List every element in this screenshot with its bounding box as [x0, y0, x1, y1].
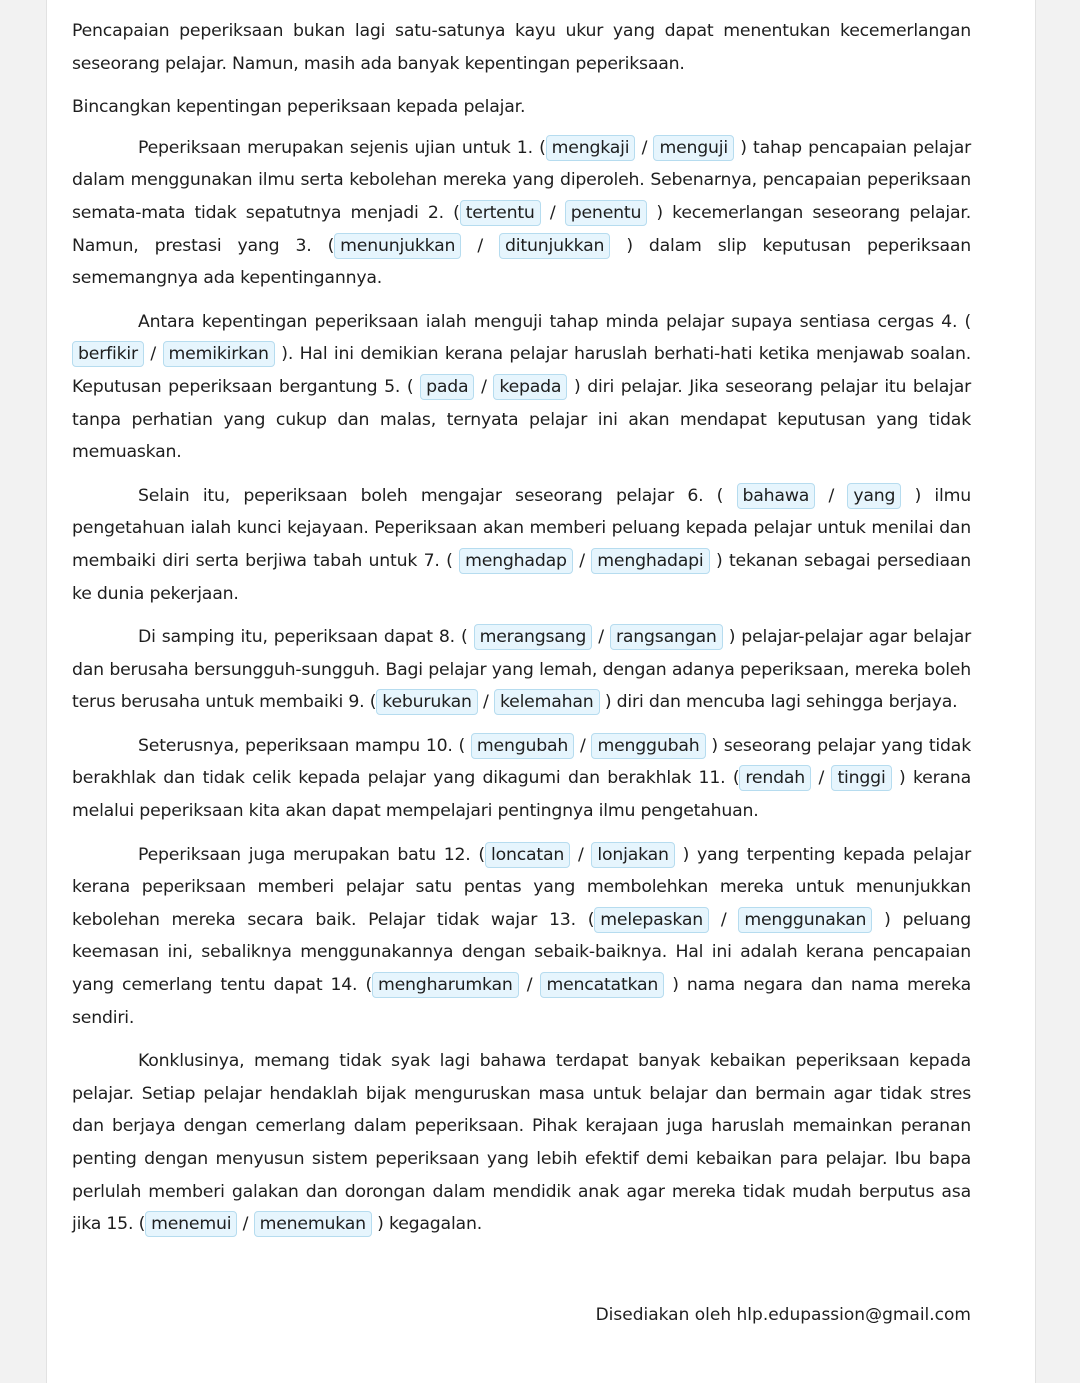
text: ) diri dan mencuba lagi sehingga berjaya.: [604, 692, 958, 713]
separator: /: [481, 376, 487, 397]
option-11b[interactable]: tinggi: [831, 765, 891, 791]
separator: /: [477, 235, 483, 256]
option-6a[interactable]: bahawa: [737, 483, 816, 509]
option-15a[interactable]: menemui: [145, 1211, 237, 1237]
separator: /: [580, 735, 586, 756]
option-14b[interactable]: mencatatkan: [540, 972, 664, 998]
option-7b[interactable]: menghadapi: [591, 548, 709, 574]
option-1a[interactable]: mengkaji: [546, 135, 636, 161]
text: ) diri pelajar. Jika seseorang pelajar itu belajar tanpa perhatian yang cukup dan malas, ternyata pelajar ini akan mendapat keputusan yang tidak memuaskan.: [72, 376, 972, 463]
option-7a[interactable]: menghadap: [459, 548, 573, 574]
text: ) kerana melalui peperiksaan kita akan dapat mempelajari pentingnya ilmu pengetahuan.: [72, 768, 972, 822]
separator: /: [720, 909, 727, 930]
option-13a[interactable]: melepaskan: [594, 907, 709, 933]
option-12b[interactable]: lonjakan: [591, 842, 674, 868]
option-14a[interactable]: mengharumkan: [372, 972, 519, 998]
separator: /: [483, 692, 489, 713]
text: ) ilmu pengetahuan ialah kunci kejayaan. Peperiksaan akan memberi peluang kepada pelajar untuk menilai dan membaiki diri serta berjiwa tabah untuk 7. (: [72, 485, 971, 571]
option-10b[interactable]: menggubah: [591, 733, 705, 759]
separator: /: [577, 844, 584, 865]
text: Peperiksaan juga merupakan batu 12. (: [138, 844, 485, 865]
text: Konklusinya, memang tidak syak lagi bahawa terdapat banyak kebaikan peperiksaan kepada pelajar. Setiap pelajar hendaklah bijak menguruskan masa untuk belajar dan bermain agar tidak stres dan berjaya dengan cemerlang dalam peperiksaan. Pihak kerajaan juga haruslah memainkan peranan penting dengan menyusun sistem peperiksaan yang lebih efektif demi kebaikan para pelajar. Ibu bapa perlulah memberi galakan dan dorongan dalam mendidik anak agar mereka tidak mudah berputus asa jika 15. (: [72, 1051, 971, 1235]
option-6b[interactable]: yang: [847, 483, 901, 509]
option-3a[interactable]: menunjukkan: [334, 233, 461, 259]
option-2b[interactable]: penentu: [565, 200, 647, 226]
option-5a[interactable]: pada: [420, 374, 474, 400]
option-2a[interactable]: tertentu: [460, 200, 541, 226]
paragraph-3: [72, 480, 971, 610]
text: ) nama negara dan nama mereka sendiri.: [72, 975, 972, 1028]
option-8a[interactable]: merangsang: [474, 624, 593, 650]
separator: /: [242, 1214, 249, 1235]
paragraph-5: [72, 730, 971, 828]
separator: /: [641, 137, 648, 158]
text: ) kegagalan.: [377, 1214, 482, 1235]
text: Selain itu, peperiksaan boleh mengajar seseorang pelajar 6. (: [138, 485, 724, 506]
option-5b[interactable]: kepada: [493, 374, 567, 400]
text: Di samping itu, peperiksaan dapat 8. (: [138, 627, 468, 648]
text: Seterusnya, peperiksaan mampu 10. (: [138, 735, 466, 756]
separator: /: [526, 975, 533, 996]
essay-question: Bincangkan kepentingan peperiksaan kepada pelajar.: [72, 97, 526, 118]
option-9a[interactable]: keburukan: [376, 689, 477, 715]
essay-body: [72, 15, 971, 1252]
text: Peperiksaan merupakan sejenis ujian untuk 1. (: [138, 137, 546, 158]
text: ) pelajar-pelajar agar belajar dan berusaha bersungguh-sungguh. Bagi pelajar yang lemah, dengan adanya peperiksaan, mereka boleh terus berusaha untuk membaiki 9. (: [72, 627, 972, 713]
paragraph-7: [72, 1045, 971, 1241]
text: ) kecemerlangan seseorang pelajar. Namun, prestasi yang 3. (: [72, 202, 971, 256]
option-1b[interactable]: menguji: [653, 135, 734, 161]
option-3b[interactable]: ditunjukkan: [499, 233, 610, 259]
text: ) tahap pencapaian pelajar dalam menggunakan ilmu serta kebolehan mereka yang diperoleh. Sebenarnya, pencapaian peperiksaan semata-mata tidak sepatutnya menjadi 2. (: [72, 137, 972, 223]
paragraph-2: [72, 306, 971, 469]
option-13b[interactable]: menggunakan: [738, 907, 872, 933]
separator: /: [150, 344, 157, 365]
option-15b[interactable]: menemukan: [254, 1211, 372, 1237]
separator: /: [598, 627, 604, 648]
option-11a[interactable]: rendah: [739, 765, 811, 791]
text: ) seseorang pelajar yang tidak berakhlak dan tidak celik kepada pelajar yang dikagumi dan berakhlak 11. (: [72, 735, 971, 789]
paragraph-6: [72, 839, 971, 1035]
option-4a[interactable]: berfikir: [72, 341, 144, 367]
paragraph-1: [72, 132, 971, 295]
text: ) peluang keemasan ini, sebaliknya menggunakannya dengan sebaik-baiknya. Hal ini adalah kerana pencapaian yang cemerlang tentu dapat 14. (: [72, 909, 971, 996]
separator: /: [549, 202, 556, 223]
document-page: [46, 0, 1036, 1383]
option-10a[interactable]: mengubah: [471, 733, 574, 759]
text: Antara kepentingan peperiksaan ialah menguji tahap minda pelajar supaya sentiasa cergas 4. (: [138, 311, 971, 332]
separator: /: [579, 550, 585, 571]
text: ) dalam slip keputusan peperiksaan sememangnya ada kepentingannya.: [72, 235, 972, 289]
text: ) yang terpenting kepada pelajar kerana peperiksaan memberi pelajar satu pentas yang membolehkan mereka untuk menunjukkan kebolehan mereka secara baik. Pelajar tidak wajar 13. (: [72, 844, 971, 930]
option-9b[interactable]: kelemahan: [494, 689, 600, 715]
intro-statement: Pencapaian peperiksaan bukan lagi satu-satunya kayu ukur yang dapat menentukan kecemerlangan seseorang pelajar. Namun, masih ada banyak kepentingan peperiksaan.: [72, 21, 971, 74]
text: ). Hal ini demikian kerana pelajar haruslah berhati-hati ketika menjawab soalan. Keputusan peperiksaan bergantung 5. (: [72, 344, 971, 397]
paragraph-4: [72, 621, 971, 719]
separator: /: [828, 485, 835, 506]
separator: /: [818, 768, 825, 789]
text: ) tekanan sebagai persediaan ke dunia pekerjaan.: [72, 550, 972, 604]
option-12a[interactable]: loncatan: [485, 842, 570, 868]
footer-credit: Disediakan oleh hlp.edupassion@gmail.com: [595, 1305, 971, 1325]
option-4b[interactable]: memikirkan: [163, 341, 275, 367]
option-8b[interactable]: rangsangan: [610, 624, 723, 650]
